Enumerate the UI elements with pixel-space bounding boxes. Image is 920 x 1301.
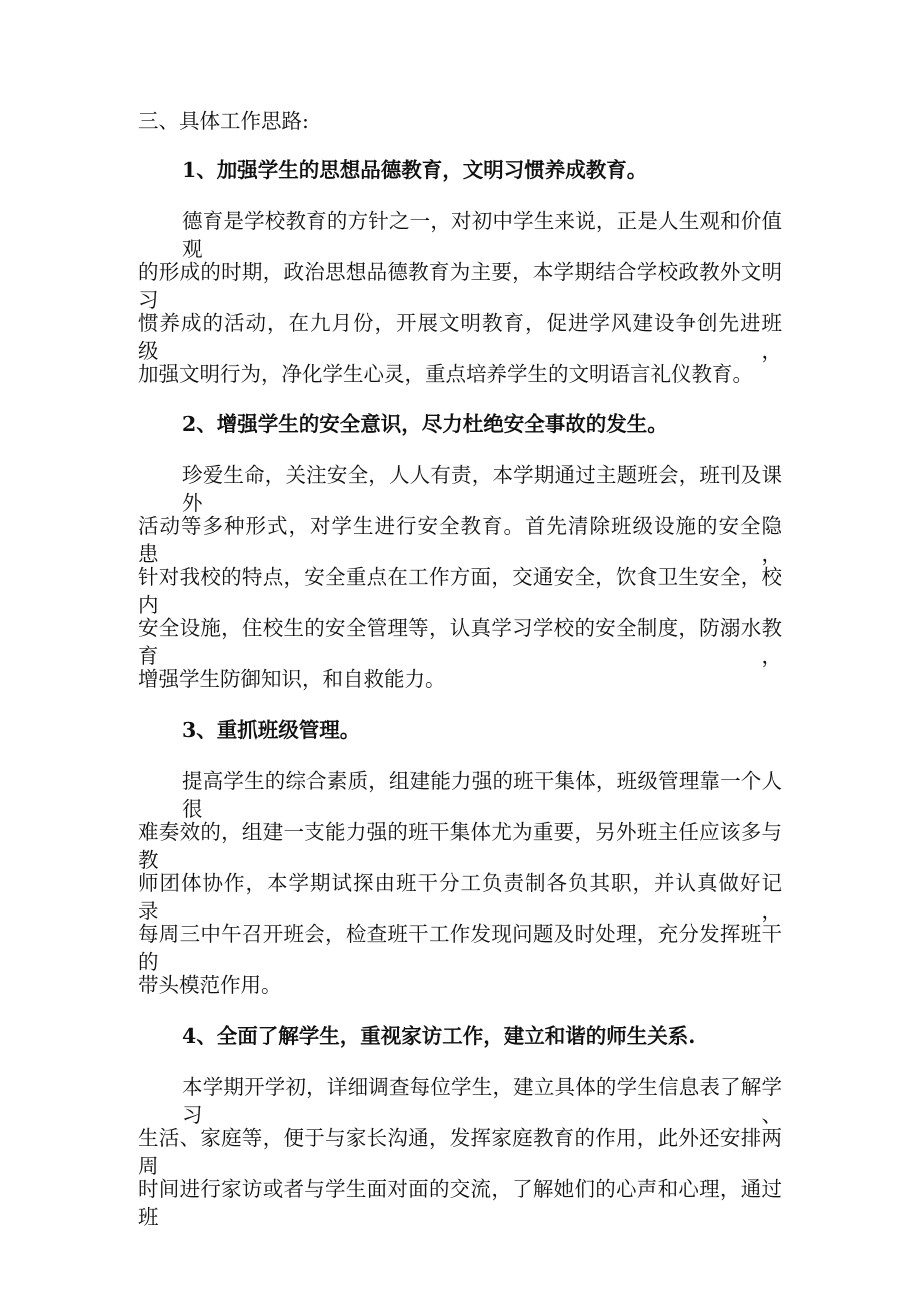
item-1-line-2: 的形成的时期，政治思想品德教育为主要，本学期结合学校政教外文明习: [138, 260, 782, 312]
item-2-heading: 2、增强学生的安全意识，尽力杜绝安全事故的发生。: [182, 412, 668, 436]
item-3-heading: 3、重抓班级管理。: [182, 718, 361, 742]
item-4-line-2: 生活、家庭等，便于与家长沟通，发挥家庭教育的作用，此外还安排两周: [138, 1126, 782, 1178]
item-4-heading: 4、全面了解学生，重视家访工作，建立和谐的师生关系.: [182, 1024, 696, 1048]
item-2-line-1: 珍爱生命，关注安全，人人有责，本学期通过主题班会，班刊及课外: [182, 463, 782, 515]
item-1-line-4: 加强文明行为，净化学生心灵，重点培养学生的文明语言礼仪教育。: [138, 362, 753, 386]
item-4-line-1: 本学期开学初，详细调查每位学生，建立具体的学生信息表了解学习、: [182, 1075, 782, 1127]
item-3-line-4: 每周三中午召开班会，检查班干工作发现问题及时处理，充分发挥班干的: [138, 922, 782, 974]
item-1-heading: 1、加强学生的思想品德教育，文明习惯养成教育。: [182, 158, 648, 182]
item-4-line-3: 时间进行家访或者与学生面对面的交流，了解她们的心声和心理，通过班: [138, 1177, 782, 1229]
item-3-line-3: 师团体协作，本学期试探由班干分工负责制各负其职，并认真做好记录，: [138, 871, 782, 923]
item-2-line-4: 安全设施，住校生的安全管理等，认真学习学校的安全制度，防溺水教育，: [138, 616, 782, 668]
item-1-line-3: 惯养成的活动，在九月份，开展文明教育，促进学风建设争创先进班级，: [138, 311, 782, 363]
item-3-line-2: 难奏效的，组建一支能力强的班干集体尤为重要，另外班主任应该多与教: [138, 820, 782, 872]
item-3-line-5: 带头模范作用。: [138, 973, 282, 997]
section-heading: 三、具体工作思路:: [138, 109, 309, 133]
item-3-line-1: 提高学生的综合素质，组建能力强的班干集体，班级管理靠一个人很: [182, 769, 782, 821]
item-2-line-2: 活动等多种形式，对学生进行安全教育。首先清除班级设施的安全隐患，: [138, 514, 782, 566]
item-2-line-5: 增强学生防御知识，和自救能力。: [138, 667, 446, 691]
item-1-line-1: 德育是学校教育的方针之一，对初中学生来说，正是人生观和价值观: [182, 209, 782, 261]
item-2-line-3: 针对我校的特点，安全重点在工作方面，交通安全，饮食卫生安全，校内: [138, 565, 782, 617]
